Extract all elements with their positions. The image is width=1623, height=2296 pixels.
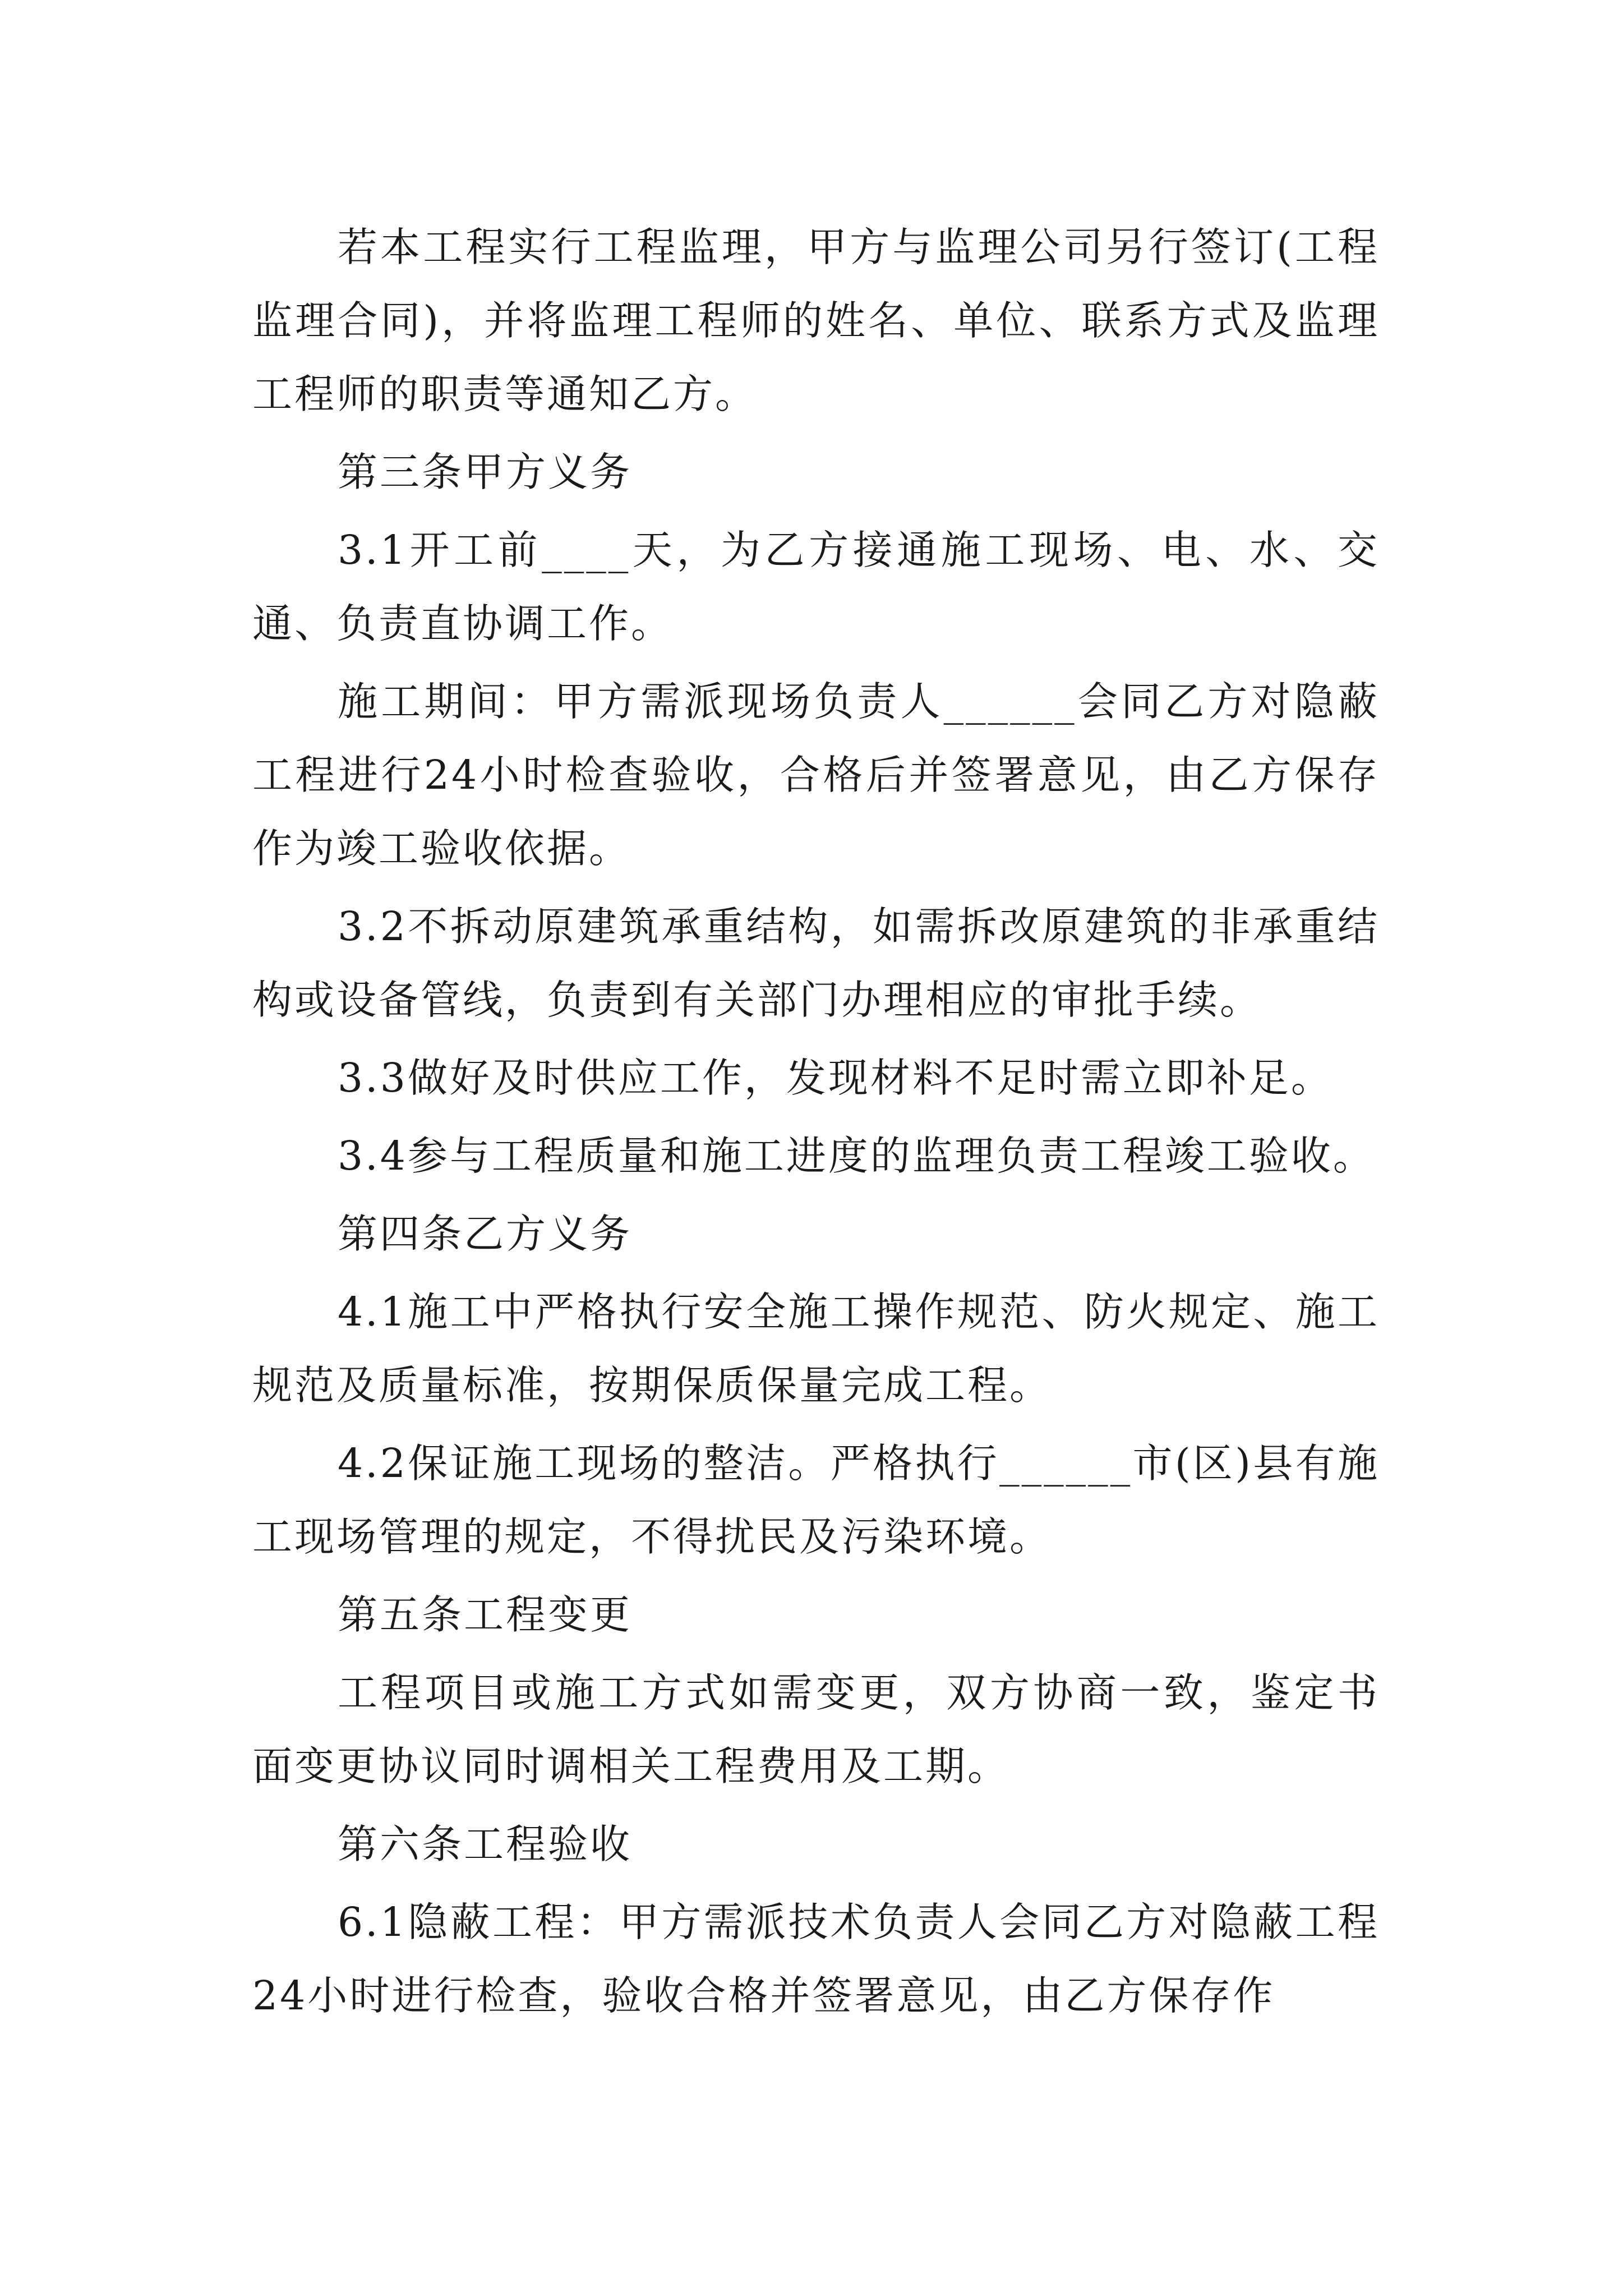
heading-article-6: 第六条工程验收 bbox=[338, 1821, 633, 1867]
clause-3-1: 3.1开工前____天，为乙方接通施工现场、电、水、交通、负责直协调工作。 bbox=[252, 527, 1380, 647]
heading-article-3: 第三条甲方义务 bbox=[338, 449, 633, 495]
heading-article-5: 第五条工程变更 bbox=[338, 1591, 633, 1638]
clause-3-3: 3.3做好及时供应工作，发现材料不足时需立即补足。 bbox=[338, 1055, 1333, 1101]
clause-6-1: 6.1隐蔽工程：甲方需派技术负责人会同乙方对隐蔽工程24小时进行检查，验收合格并签署意见，由乙方保存作 bbox=[252, 1899, 1380, 2019]
heading-article-4: 第四条乙方义务 bbox=[338, 1211, 633, 1257]
paragraph-supervision: 若本工程实行工程监理，甲方与监理公司另行签订(工程监理合同)，并将监理工程师的姓名、单位、联系方式及监理工程师的职责等通知乙方。 bbox=[252, 224, 1380, 417]
clause-4-2: 4.2保证施工现场的整洁。严格执行______市(区)县有施工现场管理的规定，不得扰民及污染环境。 bbox=[252, 1440, 1380, 1560]
document-body bbox=[252, 210, 1380, 2037]
paragraph-change: 工程项目或施工方式如需变更，双方协商一致，鉴定书面变更协议同时调相关工程费用及工期。 bbox=[252, 1669, 1380, 1789]
clause-4-1: 4.1施工中严格执行安全施工操作规范、防火规定、施工规范及质量标准，按期保质保量完成工程。 bbox=[252, 1289, 1380, 1409]
clause-3-4: 3.4参与工程质量和施工进度的监理负责工程竣工验收。 bbox=[338, 1133, 1375, 1179]
clause-3-2: 3.2不拆动原建筑承重结构，如需拆改原建筑的非承重结构或设备管线，负责到有关部门办理相应的审批手续。 bbox=[252, 903, 1380, 1023]
paragraph-construction-period: 施工期间：甲方需派现场负责人______会同乙方对隐蔽工程进行24小时检查验收，合格后并签署意见，由乙方保存作为竣工验收依据。 bbox=[252, 678, 1380, 872]
